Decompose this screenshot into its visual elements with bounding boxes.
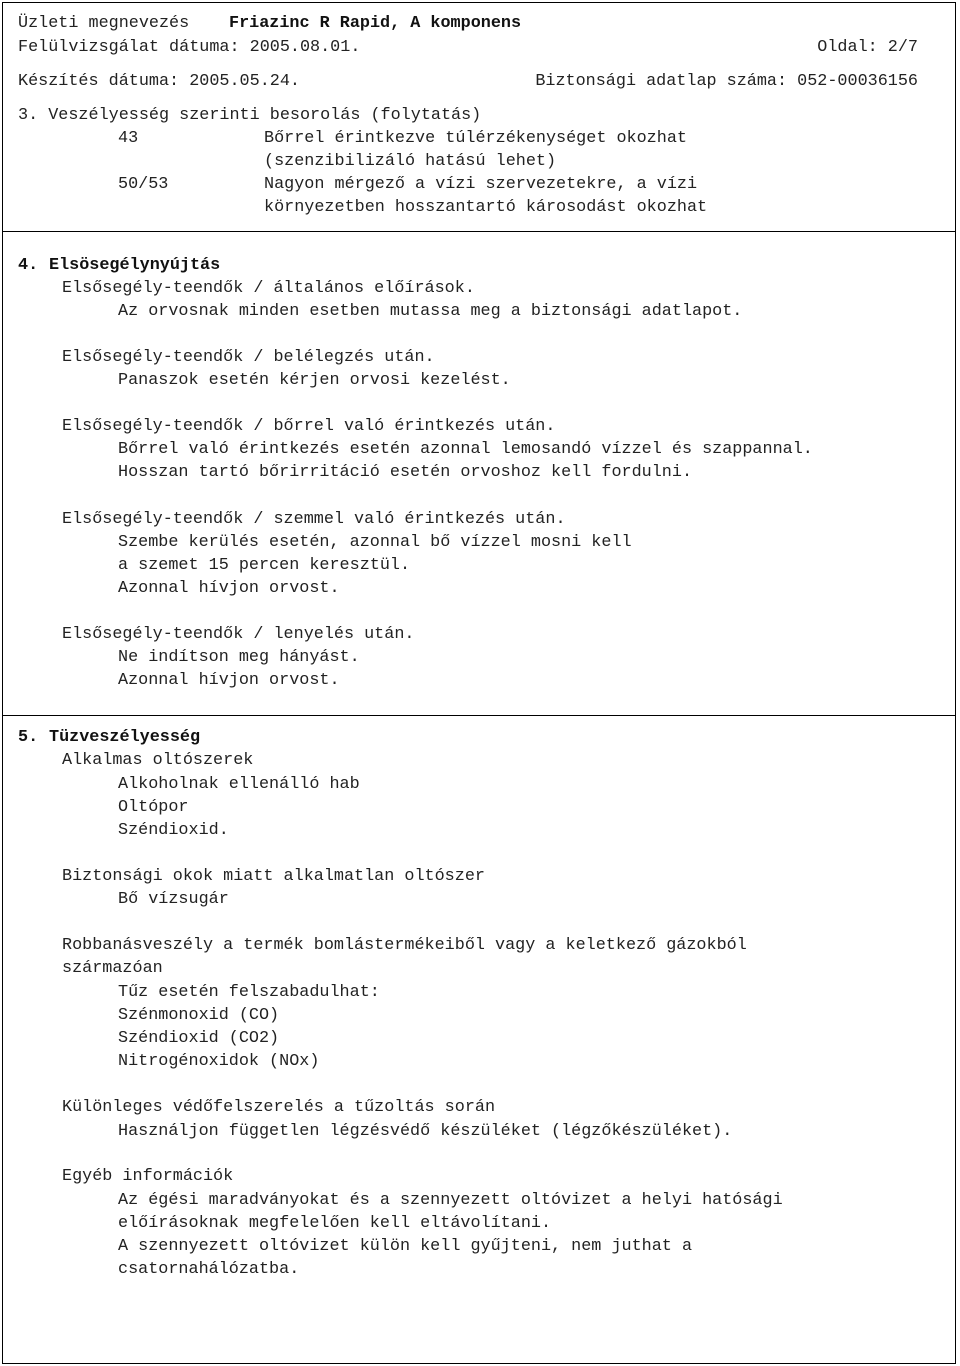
phrase-code: 50/53	[118, 175, 169, 194]
fire-text: Tűz esetén felszabadulhat:	[118, 983, 380, 1002]
section-4-number: 4.	[18, 256, 39, 275]
fire-heading: származóan	[62, 959, 163, 978]
fire-text: csatornahálózatba.	[118, 1260, 300, 1279]
first-aid-text: Panaszok esetén kérjen orvosi kezelést.	[118, 371, 511, 390]
first-aid-text: Azonnal hívjon orvost.	[118, 671, 340, 690]
first-aid-heading: Elsősegély-teendők / belélegzés után.	[62, 348, 435, 367]
phrase-text: (szenzibilizáló hatású lehet)	[264, 152, 557, 171]
phrase-text: Bőrrel érintkezve túlérzékenységet okozhat	[264, 129, 687, 148]
fire-heading: Különleges védőfelszerelés a tűzoltás során	[62, 1098, 496, 1117]
section-divider-4	[2, 231, 956, 232]
fire-text: Széndioxid.	[118, 821, 229, 840]
first-aid-heading: Elsősegély-teendők / lenyelés után.	[62, 625, 415, 644]
first-aid-text: Ne indítson meg hányást.	[118, 648, 360, 667]
section-4-title: Elsösegélynyújtás	[49, 256, 221, 275]
product-name: Friazinc R Rapid, A komponens	[229, 14, 522, 33]
fire-text: Széndioxid (CO2)	[118, 1029, 280, 1048]
first-aid-text: a szemet 15 percen keresztül.	[118, 556, 411, 575]
page-number: Oldal: 2/7	[817, 38, 918, 57]
section-5-number: 5.	[18, 728, 39, 747]
fire-text: Nitrogénoxidok (NOx)	[118, 1052, 320, 1071]
fire-text: Az égési maradványokat és a szennyezett oltóvizet a helyi hatósági	[118, 1191, 783, 1210]
fire-text: Szénmonoxid (CO)	[118, 1006, 280, 1025]
fire-heading: Alkalmas oltószerek	[62, 751, 254, 770]
fire-text: A szennyezett oltóvizet külön kell gyűjteni, nem juthat a	[118, 1237, 693, 1256]
fire-heading: Egyéb információk	[62, 1167, 234, 1186]
product-label: Üzleti megnevezés	[18, 14, 190, 33]
first-aid-heading: Elsősegély-teendők / általános előírások.	[62, 279, 475, 298]
first-aid-text: Azonnal hívjon orvost.	[118, 579, 340, 598]
first-aid-text: Bőrrel való érintkezés esetén azonnal lemosandó vízzel és szappannal.	[118, 440, 813, 459]
fire-heading: Biztonsági okok miatt alkalmatlan oltószer	[62, 867, 485, 886]
revision-date: Felülvizsgálat dátuma: 2005.08.01.	[18, 38, 361, 57]
first-aid-text: Szembe kerülés esetén, azonnal bő vízzel mosni kell	[118, 533, 632, 552]
fire-heading: Robbanásveszély a termék bomlástermékeiből vagy a keletkező gázokból	[62, 936, 747, 955]
first-aid-heading: Elsősegély-teendők / bőrrel való érintkezés után.	[62, 417, 556, 436]
first-aid-heading: Elsősegély-teendők / szemmel való érintkezés után.	[62, 510, 566, 529]
fire-text: előírásoknak megfelelően kell eltávolítani.	[118, 1214, 552, 1233]
phrase-text: Nagyon mérgező a vízi szervezetekre, a vízi	[264, 175, 698, 194]
phrase-text: környezetben hosszantartó károsodást okozhat	[264, 198, 708, 217]
fire-text: Használjon független légzésvédő készüléket (légzőkészüléket).	[118, 1122, 733, 1141]
fire-text: Bő vízsugár	[118, 890, 229, 909]
section-3-title: 3. Veszélyesség szerinti besorolás (folytatás)	[18, 106, 482, 125]
phrase-code: 43	[118, 129, 139, 148]
created-date: Készítés dátuma: 2005.05.24.	[18, 72, 300, 91]
first-aid-text: Hosszan tartó bőrirritáció esetén orvoshoz kell fordulni.	[118, 463, 693, 482]
fire-text: Oltópor	[118, 798, 189, 817]
sheet-number: Biztonsági adatlap száma: 052-00036156	[535, 72, 918, 91]
first-aid-text: Az orvosnak minden esetben mutassa meg a biztonsági adatlapot.	[118, 302, 743, 321]
section-5-title: Tüzveszélyesség	[49, 728, 201, 747]
section-divider-5	[2, 715, 956, 716]
fire-text: Alkoholnak ellenálló hab	[118, 775, 360, 794]
